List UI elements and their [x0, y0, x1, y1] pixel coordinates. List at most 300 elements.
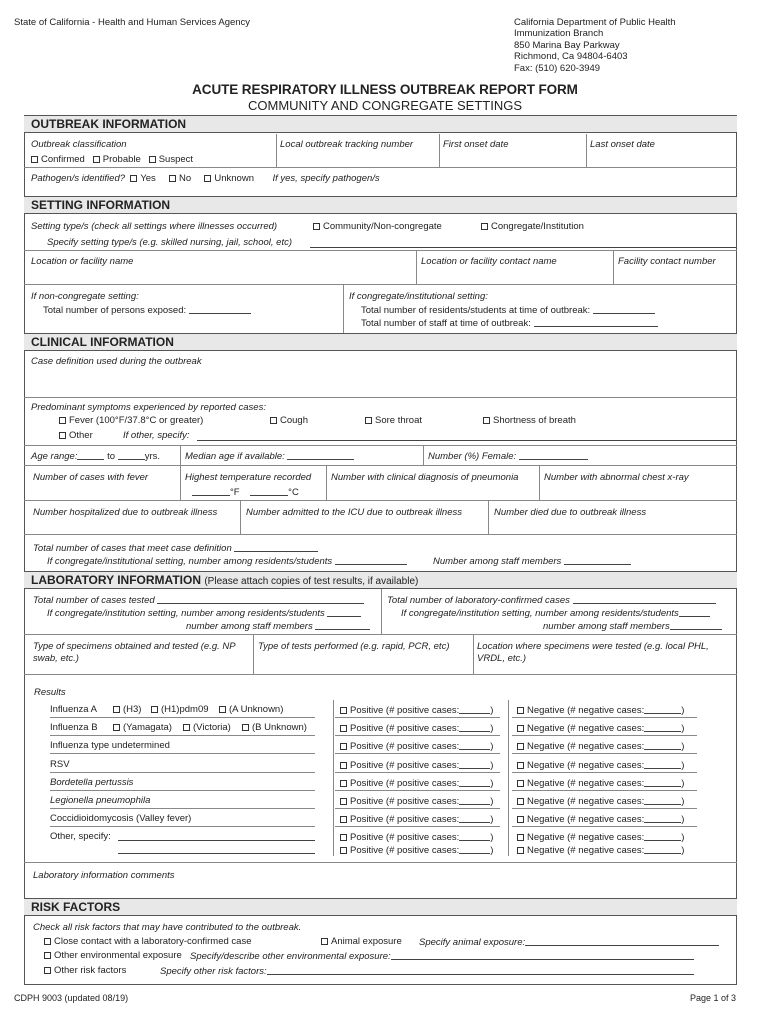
- close-paren: ): [490, 705, 494, 716]
- other-risk-checkbox[interactable]: [44, 967, 51, 974]
- row-separator: [50, 826, 315, 827]
- negative-result-option: [517, 740, 684, 752]
- subtype-label: (B Unknown): [252, 722, 307, 733]
- age-range-label: Age range:: [31, 451, 78, 462]
- confirmed-label: Confirmed: [41, 154, 85, 165]
- negative-checkbox[interactable]: [517, 707, 524, 714]
- negative-label: Negative (# negative cases:: [527, 723, 645, 734]
- resident-cases-label: If congregate/institutional setting, number among residents/students: [47, 556, 333, 567]
- cough-option: [270, 415, 308, 426]
- row-separator: [512, 717, 697, 718]
- yrs-label: yrs.: [144, 451, 161, 462]
- confirmed-cases-label: Total number of laboratory-confirmed cases: [387, 595, 570, 606]
- section-setting: SETTING INFORMATION: [24, 196, 737, 214]
- row-separator: [335, 772, 500, 773]
- positive-count-field[interactable]: [459, 813, 490, 823]
- positive-label: Positive (# positive cases:: [350, 705, 460, 716]
- negative-label: Negative (# negative cases:: [527, 832, 645, 843]
- tested-res-field[interactable]: [327, 607, 361, 617]
- close-paren: ): [681, 832, 685, 843]
- deg-c-label: °C: [288, 487, 299, 498]
- total-cases-field[interactable]: [234, 542, 318, 552]
- result-pathogen-label: Legionella pneumophila: [50, 795, 151, 806]
- confirmed-checkbox[interactable]: [31, 156, 38, 163]
- row-separator: [50, 717, 315, 718]
- result-pathogen-label: Influenza type undetermined: [50, 740, 170, 751]
- close-paren: ): [681, 796, 685, 807]
- form-subtitle: COMMUNITY AND CONGREGATE SETTINGS: [248, 98, 522, 113]
- negative-result-option: [517, 813, 684, 825]
- close-contact-option: [44, 936, 251, 947]
- row-separator: [50, 753, 315, 754]
- yes-label: Yes: [140, 173, 156, 184]
- subtype-option: [219, 704, 283, 715]
- location-name-label: Location or facility name: [31, 256, 134, 267]
- if-other-label: If other, specify:: [123, 430, 190, 441]
- negative-count-field[interactable]: [644, 777, 681, 787]
- section-outbreak: OUTBREAK INFORMATION: [24, 115, 737, 133]
- staff-field[interactable]: [534, 317, 658, 327]
- classification-options: [31, 154, 193, 165]
- negative-count-field[interactable]: [644, 722, 681, 732]
- result-pathogen-label: Coccidioidomycosis (Valley fever): [50, 813, 192, 824]
- other-label: Other: [69, 430, 93, 441]
- row-separator: [50, 772, 315, 773]
- specify-setting-label: Specify setting type/s (e.g. skilled nursing, jail, school, etc): [47, 237, 293, 248]
- close-paren: ): [490, 845, 494, 856]
- pathogens-row: [31, 173, 380, 184]
- negative-result-option: [517, 759, 684, 771]
- environmental-label: Other environmental exposure: [54, 950, 182, 961]
- subtype-checkbox[interactable]: [219, 706, 226, 713]
- positive-count-field[interactable]: [459, 704, 490, 714]
- tested-label: Total number of cases tested: [33, 595, 155, 606]
- lab-heading: LABORATORY INFORMATION: [31, 573, 201, 587]
- row-separator: [335, 826, 500, 827]
- positive-result-option: [340, 831, 493, 843]
- fever-checkbox[interactable]: [59, 417, 66, 424]
- other-specify-line[interactable]: [118, 853, 315, 854]
- positive-checkbox[interactable]: [340, 834, 347, 841]
- staff-label: Total number of staff at time of outbreak:: [361, 318, 531, 329]
- contact-name-label: Location or facility contact name: [421, 256, 557, 267]
- tested-staff-field[interactable]: [315, 620, 370, 630]
- row-separator: [512, 808, 697, 809]
- hospitalized-label: Number hospitalized due to outbreak illness: [33, 507, 218, 518]
- confirmed-staff-label: number among staff members: [543, 621, 670, 632]
- subtype-label: (H3): [123, 704, 142, 715]
- row-separator: [512, 790, 697, 791]
- positive-checkbox[interactable]: [340, 707, 347, 714]
- form-id: CDPH 9003 (updated 08/19): [14, 993, 129, 1003]
- close-contact-checkbox[interactable]: [44, 938, 51, 945]
- negative-checkbox[interactable]: [517, 798, 524, 805]
- sore-throat-option: [365, 415, 422, 426]
- row-separator: [512, 735, 697, 736]
- subtype-label: (Victoria): [193, 722, 231, 733]
- subtype-label: (Yamagata): [123, 722, 172, 733]
- positive-result-option: [340, 813, 493, 825]
- result-pathogen-label: RSV: [50, 759, 70, 770]
- symptoms-label: Predominant symptoms experienced by reported cases:: [31, 402, 266, 413]
- cough-checkbox[interactable]: [270, 417, 277, 424]
- female-label: Number (%) Female:: [428, 451, 517, 462]
- median-age-label: Median age if available:: [185, 451, 285, 462]
- negative-label: Negative (# negative cases:: [527, 814, 645, 825]
- subtype-option: [151, 704, 209, 715]
- sob-label: Shortness of breath: [493, 415, 576, 426]
- setting-types-row: [31, 221, 277, 232]
- community-option: [313, 221, 442, 232]
- form-title: ACUTE RESPIRATORY ILLNESS OUTBREAK REPORT FORM: [192, 82, 578, 97]
- row-separator: [512, 753, 697, 754]
- staff-cases-label: Number among staff members: [433, 556, 562, 567]
- result-pathogen-label: Other, specify:: [50, 831, 111, 842]
- positive-result-option: [340, 844, 493, 856]
- negative-count-field[interactable]: [644, 813, 681, 823]
- close-paren: ): [490, 723, 494, 734]
- congregate-option: [481, 221, 584, 232]
- outbreak-classification-label: Outbreak classification: [31, 139, 127, 150]
- positive-count-field[interactable]: [459, 844, 490, 854]
- xray-label: Number with abnormal chest x-ray: [544, 472, 689, 483]
- lab-comments-label: Laboratory information comments: [33, 870, 175, 881]
- positive-result-option: [340, 740, 493, 752]
- positive-count-field[interactable]: [459, 759, 490, 769]
- negative-label: Negative (# negative cases:: [527, 778, 645, 789]
- dept-line: California Department of Public Health: [514, 17, 676, 28]
- specify-pathogen-label: If yes, specify pathogen/s: [272, 173, 380, 184]
- env-specify-label: Specify/describe other environmental exposure:: [190, 951, 391, 962]
- last-onset-label: Last onset date: [590, 139, 655, 150]
- other-symptom-option: [59, 430, 93, 441]
- subtype-option: [242, 722, 307, 733]
- other-specify-line[interactable]: [118, 840, 315, 841]
- section-clinical: CLINICAL INFORMATION: [24, 333, 737, 351]
- result-pathogen-label: Bordetella pertussis: [50, 777, 134, 788]
- confirmed-cases-row: [387, 594, 716, 606]
- pathogens-label: Pathogen/s identified?: [31, 173, 126, 184]
- residents-label: Total number of residents/students at time of outbreak:: [361, 305, 591, 316]
- positive-checkbox[interactable]: [340, 762, 347, 769]
- negative-label: Negative (# negative cases:: [527, 705, 645, 716]
- dept-line: Fax: (510) 620-3949: [514, 62, 601, 74]
- dept-address: [514, 17, 676, 74]
- staff-cases-field[interactable]: [564, 555, 631, 565]
- animal-checkbox[interactable]: [321, 938, 328, 945]
- close-paren: ): [490, 814, 494, 825]
- animal-specify-row: [419, 936, 719, 948]
- positive-count-field[interactable]: [459, 740, 490, 750]
- specimens-label: Type of specimens obtained and tested (e.g. NP swab, etc.): [33, 641, 236, 664]
- community-label: Community/Non-congregate: [323, 221, 442, 232]
- case-definition-label: Case definition used during the outbreak: [31, 356, 202, 367]
- residents-field[interactable]: [593, 304, 655, 314]
- median-age-row: [185, 450, 354, 462]
- positive-label: Positive (# positive cases:: [350, 796, 460, 807]
- sob-option: [483, 415, 576, 426]
- exposed-label: Total number of persons exposed:: [43, 305, 187, 316]
- total-cases-row: [33, 542, 318, 554]
- positive-label: Positive (# positive cases:: [350, 741, 460, 752]
- probable-checkbox[interactable]: [93, 156, 100, 163]
- environmental-checkbox[interactable]: [44, 952, 51, 959]
- specify-setting-line[interactable]: [310, 247, 736, 248]
- sore-throat-label: Sore throat: [375, 415, 422, 426]
- animal-option: [321, 936, 402, 947]
- tested-res-row: [47, 607, 361, 619]
- suspect-checkbox[interactable]: [149, 156, 156, 163]
- confirmed-res-field[interactable]: [679, 607, 710, 617]
- subtype-checkbox[interactable]: [113, 706, 120, 713]
- negative-checkbox[interactable]: [517, 834, 524, 841]
- tested-staff-label: number among staff members: [186, 621, 313, 632]
- if-other-line[interactable]: [197, 440, 736, 441]
- positive-count-field[interactable]: [459, 722, 490, 732]
- to-label: to: [107, 451, 116, 462]
- positive-result-option: [340, 777, 493, 789]
- row-separator: [335, 735, 500, 736]
- negative-checkbox[interactable]: [517, 847, 524, 854]
- temp-f-field[interactable]: [192, 486, 230, 496]
- row-separator: [512, 826, 697, 827]
- subtype-option: [113, 722, 172, 733]
- confirmed-res-label: If congregate/institution setting, number among residents/students: [401, 608, 679, 619]
- close-paren: ): [681, 845, 685, 856]
- pathogens-yes-checkbox[interactable]: [130, 175, 137, 182]
- row-separator: [335, 717, 500, 718]
- close-paren: ): [490, 778, 494, 789]
- negative-label: Negative (# negative cases:: [527, 796, 645, 807]
- positive-label: Positive (# positive cases:: [350, 845, 460, 856]
- positive-label: Positive (# positive cases:: [350, 832, 460, 843]
- exposed-field[interactable]: [189, 304, 251, 314]
- confirmed-staff-field[interactable]: [670, 620, 722, 630]
- total-cases-label: Total number of cases that meet case definition: [33, 543, 232, 554]
- positive-result-option: [340, 759, 493, 771]
- fever-label: Fever (100°F/37.8°C or greater): [69, 415, 204, 426]
- negative-label: Negative (# negative cases:: [527, 741, 645, 752]
- negative-checkbox[interactable]: [517, 780, 524, 787]
- subtype-option: [183, 722, 231, 733]
- positive-result-option: [340, 722, 493, 734]
- congregate-setting-label: If congregate/institutional setting:: [349, 291, 488, 302]
- noncongregate-label: If non-congregate setting:: [31, 291, 139, 302]
- negative-count-field[interactable]: [644, 740, 681, 750]
- positive-count-field[interactable]: [459, 777, 490, 787]
- confirmed-res-row: [401, 607, 710, 619]
- residents-row: [361, 304, 655, 316]
- median-age-field[interactable]: [287, 450, 354, 460]
- negative-checkbox[interactable]: [517, 743, 524, 750]
- subtype-checkbox[interactable]: [183, 724, 190, 731]
- other-risk-specify-field[interactable]: [267, 965, 694, 975]
- close-paren: ): [681, 723, 685, 734]
- pneumonia-label: Number with clinical diagnosis of pneumonia: [331, 472, 519, 483]
- section-risk: RISK FACTORS: [24, 898, 737, 916]
- temp-row: [192, 486, 299, 498]
- close-contact-label: Close contact with a laboratory-confirmed case: [54, 936, 252, 947]
- row-separator: [335, 808, 500, 809]
- col-separator: [333, 700, 334, 856]
- negative-result-option: [517, 795, 684, 807]
- other-risk-specify-row: [160, 965, 694, 977]
- negative-count-field[interactable]: [644, 795, 681, 805]
- positive-checkbox[interactable]: [340, 725, 347, 732]
- temp-c-field[interactable]: [250, 486, 288, 496]
- negative-result-option: [517, 831, 684, 843]
- pathogens-no-checkbox[interactable]: [169, 175, 176, 182]
- row-separator: [50, 790, 315, 791]
- positive-checkbox[interactable]: [340, 847, 347, 854]
- negative-result-option: [517, 704, 684, 716]
- tested-staff-row: [186, 620, 370, 632]
- close-paren: ): [490, 832, 494, 843]
- positive-checkbox[interactable]: [340, 780, 347, 787]
- animal-specify-label: Specify animal exposure:: [419, 937, 526, 948]
- exposed-row: [43, 304, 251, 316]
- negative-result-option: [517, 722, 684, 734]
- positive-count-field[interactable]: [459, 795, 490, 805]
- negative-count-field[interactable]: [644, 704, 681, 714]
- staff-row: [361, 317, 658, 329]
- deg-f-label: °F: [230, 487, 240, 498]
- close-paren: ): [490, 760, 494, 771]
- result-pathogen-label: Influenza B: [50, 722, 98, 733]
- pathogens-unknown-checkbox[interactable]: [204, 175, 211, 182]
- negative-count-field[interactable]: [644, 759, 681, 769]
- positive-label: Positive (# positive cases:: [350, 760, 460, 771]
- negative-label: Negative (# negative cases:: [527, 760, 645, 771]
- tests-label: Type of tests performed (e.g. rapid, PCR, etc): [258, 641, 450, 652]
- agency-name: State of California - Health and Human Services Agency: [14, 17, 251, 28]
- contact-number-label: Facility contact number: [618, 256, 716, 267]
- page-number: Page 1 of 3: [690, 993, 737, 1003]
- negative-checkbox[interactable]: [517, 816, 524, 823]
- subtype-checkbox[interactable]: [242, 724, 249, 731]
- other-symptom-checkbox[interactable]: [59, 432, 66, 439]
- suspect-label: Suspect: [158, 154, 194, 165]
- sob-checkbox[interactable]: [483, 417, 490, 424]
- negative-checkbox[interactable]: [517, 762, 524, 769]
- cough-label: Cough: [280, 415, 308, 426]
- setting-types-label: Setting type/s (check all settings where illnesses occurred): [31, 221, 278, 232]
- confirmed-staff-row: [543, 620, 722, 632]
- row-separator: [50, 808, 315, 809]
- subtype-label: (A Unknown): [229, 704, 284, 715]
- female-row: [428, 450, 588, 462]
- other-risk-label: Other risk factors: [54, 965, 127, 976]
- tested-row: [33, 594, 364, 606]
- age-from-field[interactable]: [77, 450, 104, 460]
- where-tested-label: Location where specimens were tested (e.g. local PHL, VRDL, etc.): [477, 641, 709, 664]
- close-paren: ): [681, 778, 685, 789]
- animal-label: Animal exposure: [331, 936, 402, 947]
- positive-checkbox[interactable]: [340, 798, 347, 805]
- age-range-row: [31, 450, 160, 462]
- positive-result-option: [340, 795, 493, 807]
- negative-count-field[interactable]: [644, 831, 681, 841]
- congregate-checkbox[interactable]: [481, 223, 488, 230]
- close-paren: ): [490, 741, 494, 752]
- resident-cases-row: [47, 555, 407, 567]
- sore-throat-checkbox[interactable]: [365, 417, 372, 424]
- close-paren: ): [681, 814, 685, 825]
- lab-heading-note: (Please attach copies of test results, if available): [204, 576, 419, 587]
- dept-line: Richmond, Ca 94804-6403: [514, 51, 628, 63]
- dept-line: Immunization Branch: [514, 28, 604, 40]
- close-paren: ): [681, 760, 685, 771]
- close-paren: ): [681, 741, 685, 752]
- close-paren: ): [681, 705, 685, 716]
- community-checkbox[interactable]: [313, 223, 320, 230]
- fever-cases-label: Number of cases with fever: [33, 472, 149, 483]
- results-label: Results: [34, 687, 66, 698]
- col-separator: [508, 700, 509, 856]
- positive-count-field[interactable]: [459, 831, 490, 841]
- resident-cases-field[interactable]: [335, 555, 407, 565]
- died-label: Number died due to outbreak illness: [494, 507, 647, 518]
- positive-checkbox[interactable]: [340, 816, 347, 823]
- congregate-label: Congregate/Institution: [491, 221, 584, 232]
- row-separator: [50, 735, 315, 736]
- unknown-label: Unknown: [214, 173, 254, 184]
- first-onset-label: First onset date: [443, 139, 509, 150]
- env-specify-row: [190, 950, 694, 962]
- female-field[interactable]: [519, 450, 588, 460]
- row-separator: [335, 753, 500, 754]
- close-paren: ): [490, 796, 494, 807]
- positive-result-option: [340, 704, 493, 716]
- negative-label: Negative (# negative cases:: [527, 845, 645, 856]
- icu-label: Number admitted to the ICU due to outbreak illness: [246, 507, 462, 518]
- risk-intro: Check all risk factors that may have contributed to the outbreak.: [33, 922, 302, 933]
- animal-specify-field[interactable]: [525, 936, 719, 946]
- subtype-label: (H1)pdm09: [161, 704, 209, 715]
- environmental-option: [44, 950, 182, 961]
- subtype-option: [113, 704, 141, 715]
- age-to-field[interactable]: [118, 450, 145, 460]
- other-risk-option: [44, 965, 126, 976]
- confirmed-cases-field[interactable]: [573, 594, 716, 604]
- highest-temp-label: Highest temperature recorded: [185, 472, 312, 483]
- tracking-number-label: Local outbreak tracking number: [280, 139, 414, 150]
- positive-label: Positive (# positive cases:: [350, 778, 460, 789]
- tested-field[interactable]: [157, 594, 364, 604]
- negative-result-option: [517, 844, 684, 856]
- fever-option: [59, 415, 203, 426]
- negative-checkbox[interactable]: [517, 725, 524, 732]
- positive-label: Positive (# positive cases:: [350, 723, 460, 734]
- env-specify-field[interactable]: [391, 950, 694, 960]
- tested-res-label: If congregate/institution setting, number among residents/students: [47, 608, 325, 619]
- row-separator: [335, 790, 500, 791]
- subtype-checkbox[interactable]: [151, 706, 158, 713]
- no-label: No: [179, 173, 192, 184]
- other-risk-specify-label: Specify other risk factors:: [160, 966, 267, 977]
- result-pathogen-label: Influenza A: [50, 704, 98, 715]
- negative-count-field[interactable]: [644, 844, 681, 854]
- staff-cases-row: [433, 555, 631, 567]
- probable-label: Probable: [102, 154, 141, 165]
- section-lab: [24, 571, 737, 589]
- negative-result-option: [517, 777, 684, 789]
- subtype-checkbox[interactable]: [113, 724, 120, 731]
- positive-label: Positive (# positive cases:: [350, 814, 460, 825]
- row-separator: [512, 772, 697, 773]
- dept-line: 850 Marina Bay Parkway: [514, 39, 620, 51]
- positive-checkbox[interactable]: [340, 743, 347, 750]
